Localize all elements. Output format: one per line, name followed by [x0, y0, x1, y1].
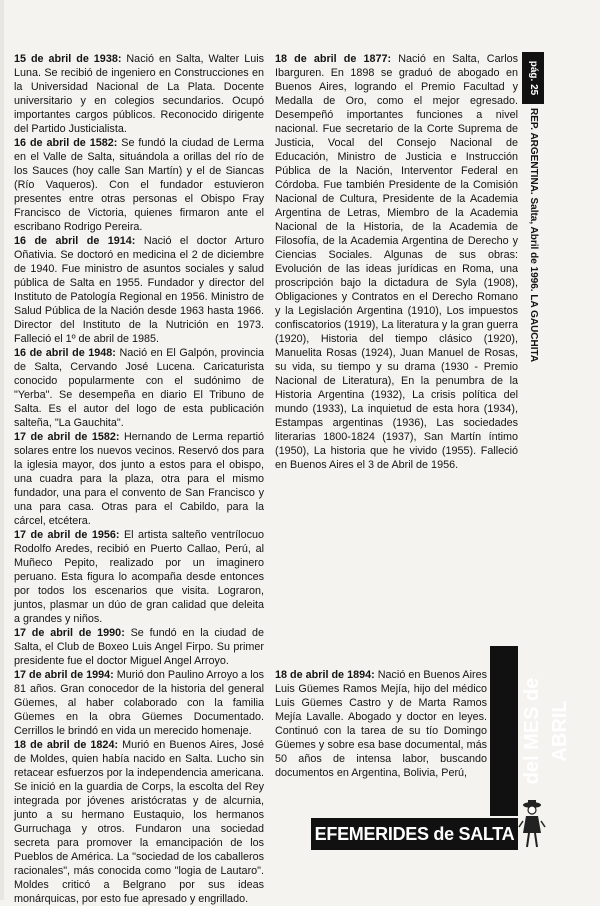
entry-date: 16 de abril de 1948:	[14, 347, 116, 359]
entry-date: 16 de abril de 1582:	[14, 137, 118, 149]
entry-text: Murió en Buenos Aires, José de Moldes, quien había nacido en Salta. Lucho sin retacear esfuerzos por la independencia americana. Se inició en la guardia de Corps, la escolta del Rey integrada por jóvenes aristócratas y de alcurnia, junto a su hermano Eustaquio, los hermanos Gurruchaga y otros. Fundaron una sociedad secreta para promover la emancipación de los Pueblos de América. La "sociedad de los caballeros racionales", más conocida como "logia de Lautaro". Moldes criticó a Belgrano por sus ideas monárquicas, por esto fue apresado y engrillado.	[14, 739, 265, 905]
entry-text: Se fundó en la ciudad de Salta, el Club de Boxeo Luis Angel Firpo. Su primer presidente fue el doctor Miguel Angel Arroyo.	[14, 627, 265, 667]
entry	[14, 346, 264, 430]
entry-text: Se fundó la ciudad de Lerma en el Valle de Salta, situándola a orillas del río de los Sauces (hoy calle San Martín) y el de Siancas (Río Vaqueros). Con el fundador estuvieron presentes entre otras personas el Obispo Fray Francisco de Victoria, quienes firmaron ante el escribano Rodrigo Pereira.	[14, 137, 265, 233]
entry-date: 18 de abril de 1877:	[275, 53, 392, 65]
page-number: pág. 25	[522, 52, 544, 104]
entry-date: 17 de abril de 1956:	[14, 529, 120, 541]
text-column-right	[275, 52, 518, 664]
entry	[14, 668, 264, 738]
entry-date: 18 de abril de 1824:	[14, 739, 119, 751]
page-edge	[0, 0, 4, 900]
side-header	[522, 108, 544, 362]
entry-date: 17 de abril de 1582:	[14, 431, 120, 443]
entry-text: Murió don Paulino Arroyo a los 81 años. Gran conocedor de la historia del general Güemes, al haber colaborado con la familia Güemes en la obra Güemes Documentado. Cerrillos le brindó en vida un merecido homenaje.	[14, 669, 265, 737]
entry	[14, 430, 264, 528]
entry	[14, 738, 264, 906]
month-banner: del MES de ABRIL	[490, 646, 518, 816]
entry	[14, 136, 264, 234]
entry	[14, 528, 264, 626]
entry-date: 15 de abril de 1938:	[14, 53, 122, 65]
entry-text: Hernando de Lerma repartió solares entre los nuevos vecinos. Reservó dos para la iglesia mayor, dos junto a estos para el obispo, una cuadra para la plaza, otra para el mismo fundador, una para el convento de San Francisco y una para casa. Otras para el Cabildo, para la cárcel, etcétera.	[14, 431, 264, 527]
gaucho-figure-icon	[519, 797, 545, 851]
entry-text: El artista salteño ventrílocuo Rodolfo Aredes, recibió en Puerto Callao, Perú, al Muñeco Pepito, realizado por un imaginero peruano. Esta figura lo acompaña desde entonces por todos los escenarios que visita. Lograron, juntos, plasmar un dúo de gran calidad que deleita a grandes y niños.	[14, 529, 264, 625]
section-title: EFEMERIDES de SALTA	[311, 818, 518, 850]
entry-text: Nació en Buenos Aires Luis Güemes Ramos Mejía, hijo del médico Luis Güemes Castro y de Marta Ramos Mejía Lavalle. Abogado y doctor en leyes. Continuó con la tarea de su tío Domingo Güemes y sobre esa base documental, más 50 años de intensa labor, buscando documentos en Argentina, Bolivia, Perú,	[275, 669, 488, 779]
entry-date: 18 de abril de 1894:	[275, 669, 375, 681]
entry-text: Nació en Salta, Walter Luis Luna. Se recibió de ingeniero en Construcciones en la Universidad Nacional de La Plata. Docente universitario y en colegios secundarios. Ocupó importantes cargos públicos. Reconocido dirigente del Partido Justicialista.	[14, 53, 265, 135]
text-column-left	[14, 52, 265, 905]
entry	[275, 668, 487, 780]
entry-date: 17 de abril de 1994:	[14, 669, 114, 681]
entry	[14, 626, 264, 668]
entry	[14, 234, 264, 346]
entry	[14, 52, 264, 136]
entry-text: Nació en Salta, Carlos Ibarguren. En 1898 se graduó de abogado en Buenos Aires, logrando el Premio Facultad y Medalla de Oro, como el mejor egresado. Desempeñó importantes funciones a nivel nacional. Fue secretario de la Corte Suprema de Justicia, Vocal del Consejo Nacional de Educación, Ministro de Justicia e Instrucción Pública de la Nación, Interventor Federal en Córdoba. Fue también Presidente de la Comisión Nacional de Cultura, Presidente de la Academia Argentina de Letras, Miembro de la Academia Nacional de la Historia, de la Academia de Filosofía, de la Academia Argentina de Derecho y Ciencias Sociales. Algunas de sus obras: Evolución de las ideas jurídicas en Roma, una proscripción bajo la dictadura de Syla (1908), Obligaciones y Contratos en el Derecho Romano y la Legislación Argentina (1910), Los impuestos confiscatorios (1919), La literatura y la gran guerra (1920), Historia del tiempo clásico (1920), Manuelita Rosas (1924), Juan Manuel de Rosas, su vida, su tiempo y su drama (1930 - Premio Nacional de Literatura), En la penumbra de la Historia Argentina (1932), La crisis política del mundo (1933), La inquietud de esta hora (1934), Estampas argentinas (1936), Las sociedades literarias 1800-1824 (1937), San Martín íntimo (1950), La historia que he vivido (1955). Falleció en Buenos Aires el 3 de Abril de 1956.	[275, 53, 519, 471]
entry	[275, 52, 518, 472]
entry-date: 16 de abril de 1914:	[14, 235, 136, 247]
side-header-text: REP. ARGENTINA. Salta, Abril de 1996. LA GAUCHITA	[528, 108, 539, 363]
entry-date: 17 de abril de 1990:	[14, 627, 125, 639]
text-column-right-lower	[275, 668, 487, 793]
entry-text: Nació en El Galpón, provincia de Salta, Cervando José Lucena. Caricaturista conocido popularmente con el sudónimo de "Yerba". Se desempeña en diario El Tribuno de Salta. Es el autor del logo de esta publicación salteña, "La Gauchita".	[14, 347, 264, 429]
entry-text: Nació el doctor Arturo Oñativia. Se doctoró en medicina el 2 de diciembre de 1940. Fue ministro de asuntos sociales y salud pública de Salta en 1955. Fundador y director del Instituto de Patología Regional en 1956. Ministro de Salud Pública de la Nación desde 1963 hasta 1966. Director del Instituto de la Nutrición en 1973. Falleció el 1º de abril de 1985.	[14, 235, 264, 345]
